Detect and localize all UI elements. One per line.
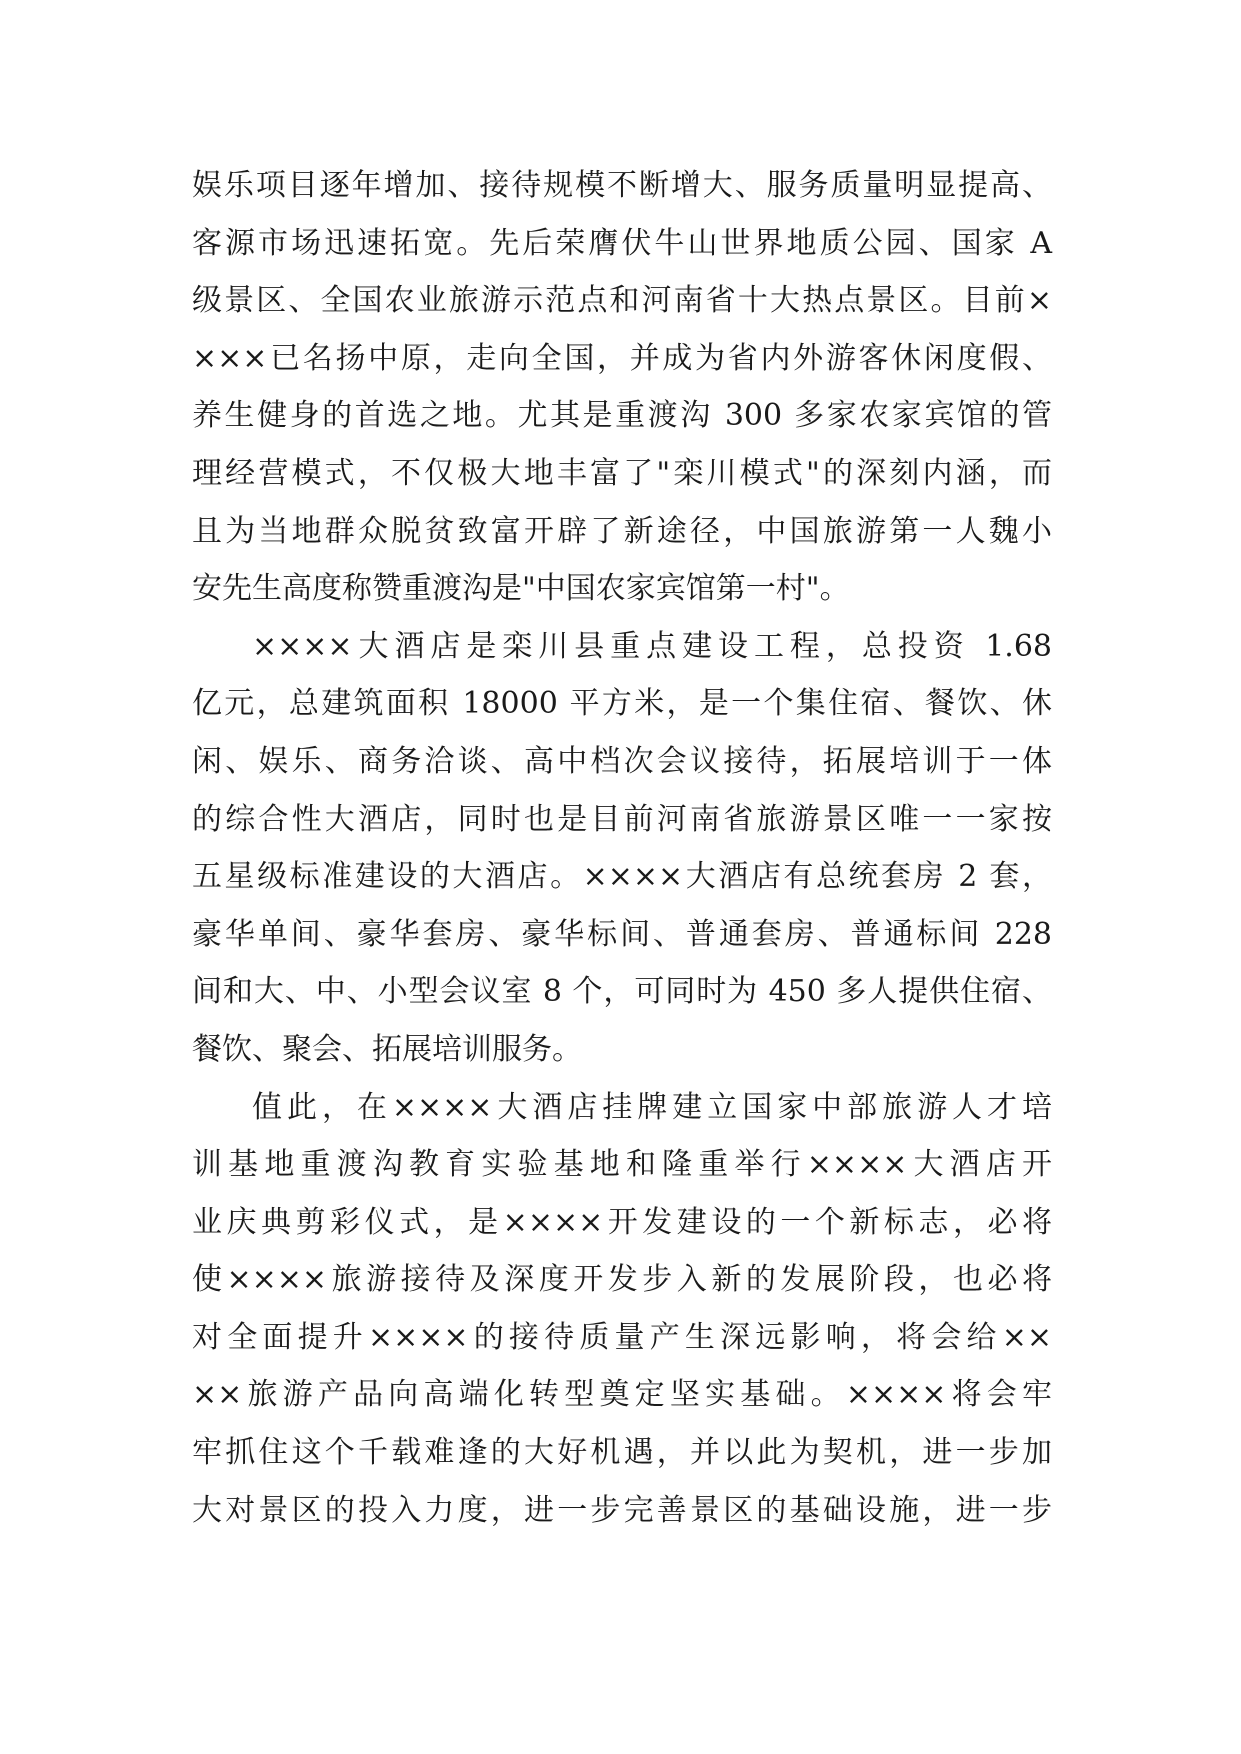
text-line: 安先生高度称赞重渡沟是"中国农家宾馆第一村"。 — [192, 571, 850, 607]
text-line: 对全面提升××××的接待质量产生深远影响，将会给×× — [192, 1319, 1052, 1355]
text-line: ×××已名扬中原，走向全国，并成为省内外游客休闲度假、 — [192, 340, 1052, 376]
text-line: 业庆典剪彩仪式，是××××开发建设的一个新标志，必将 — [192, 1204, 1052, 1240]
text-line: 娱乐项目逐年增加、接待规模不断增大、服务质量明显提高、 — [192, 168, 1052, 203]
paragraph-first-line: ××××大酒店是栾川县重点建设工程，总投资 1.68 — [252, 628, 1052, 664]
paragraph-first-line: 值此，在××××大酒店挂牌建立国家中部旅游人才培 — [252, 1089, 1052, 1125]
text-line: 餐饮、聚会、拓展培训服务。 — [192, 1031, 582, 1067]
text-line: 养生健身的首选之地。尤其是重渡沟 300 多家农家宾馆的管 — [192, 398, 1052, 434]
text-line: 理经营模式，不仅极大地丰富了"栾川模式"的深刻内涵，而 — [192, 455, 1052, 491]
text-line: 豪华单间、豪华套房、豪华标间、普通套房、普通标间 228 — [192, 916, 1052, 952]
text-line: 亿元，总建筑面积 18000 平方米，是一个集住宿、餐饮、休 — [192, 686, 1052, 722]
text-line: ××旅游产品向高端化转型奠定坚实基础。××××将会牢 — [192, 1377, 1052, 1413]
text-line: 的综合性大酒店，同时也是目前河南省旅游景区唯一一家按 — [192, 801, 1052, 837]
text-line: 训基地重渡沟教育实验基地和隆重举行××××大酒店开 — [192, 1147, 1052, 1183]
document-body — [192, 157, 1052, 1539]
text-line: 五星级标准建设的大酒店。××××大酒店有总统套房 2 套， — [192, 859, 1052, 895]
text-line: 大对景区的投入力度，进一步完善景区的基础设施，进一步 — [192, 1492, 1052, 1528]
text-line: 使××××旅游接待及深度开发步入新的发展阶段，也必将 — [192, 1262, 1052, 1298]
text-line: 且为当地群众脱贫致富开辟了新途径，中国旅游第一人魏小 — [192, 513, 1052, 549]
text-line: 级景区、全国农业旅游示范点和河南省十大热点景区。目前× — [192, 283, 1052, 319]
text-line: 闲、娱乐、商务洽谈、高中档次会议接待，拓展培训于一体 — [192, 743, 1052, 779]
text-line: 客源市场迅速拓宽。先后荣膺伏牛山世界地质公园、国家 A — [192, 225, 1052, 261]
text-line: 间和大、中、小型会议室 8 个，可同时为 450 多人提供住宿、 — [192, 974, 1052, 1010]
text-line: 牢抓住这个千载难逢的大好机遇，并以此为契机，进一步加 — [192, 1435, 1052, 1471]
